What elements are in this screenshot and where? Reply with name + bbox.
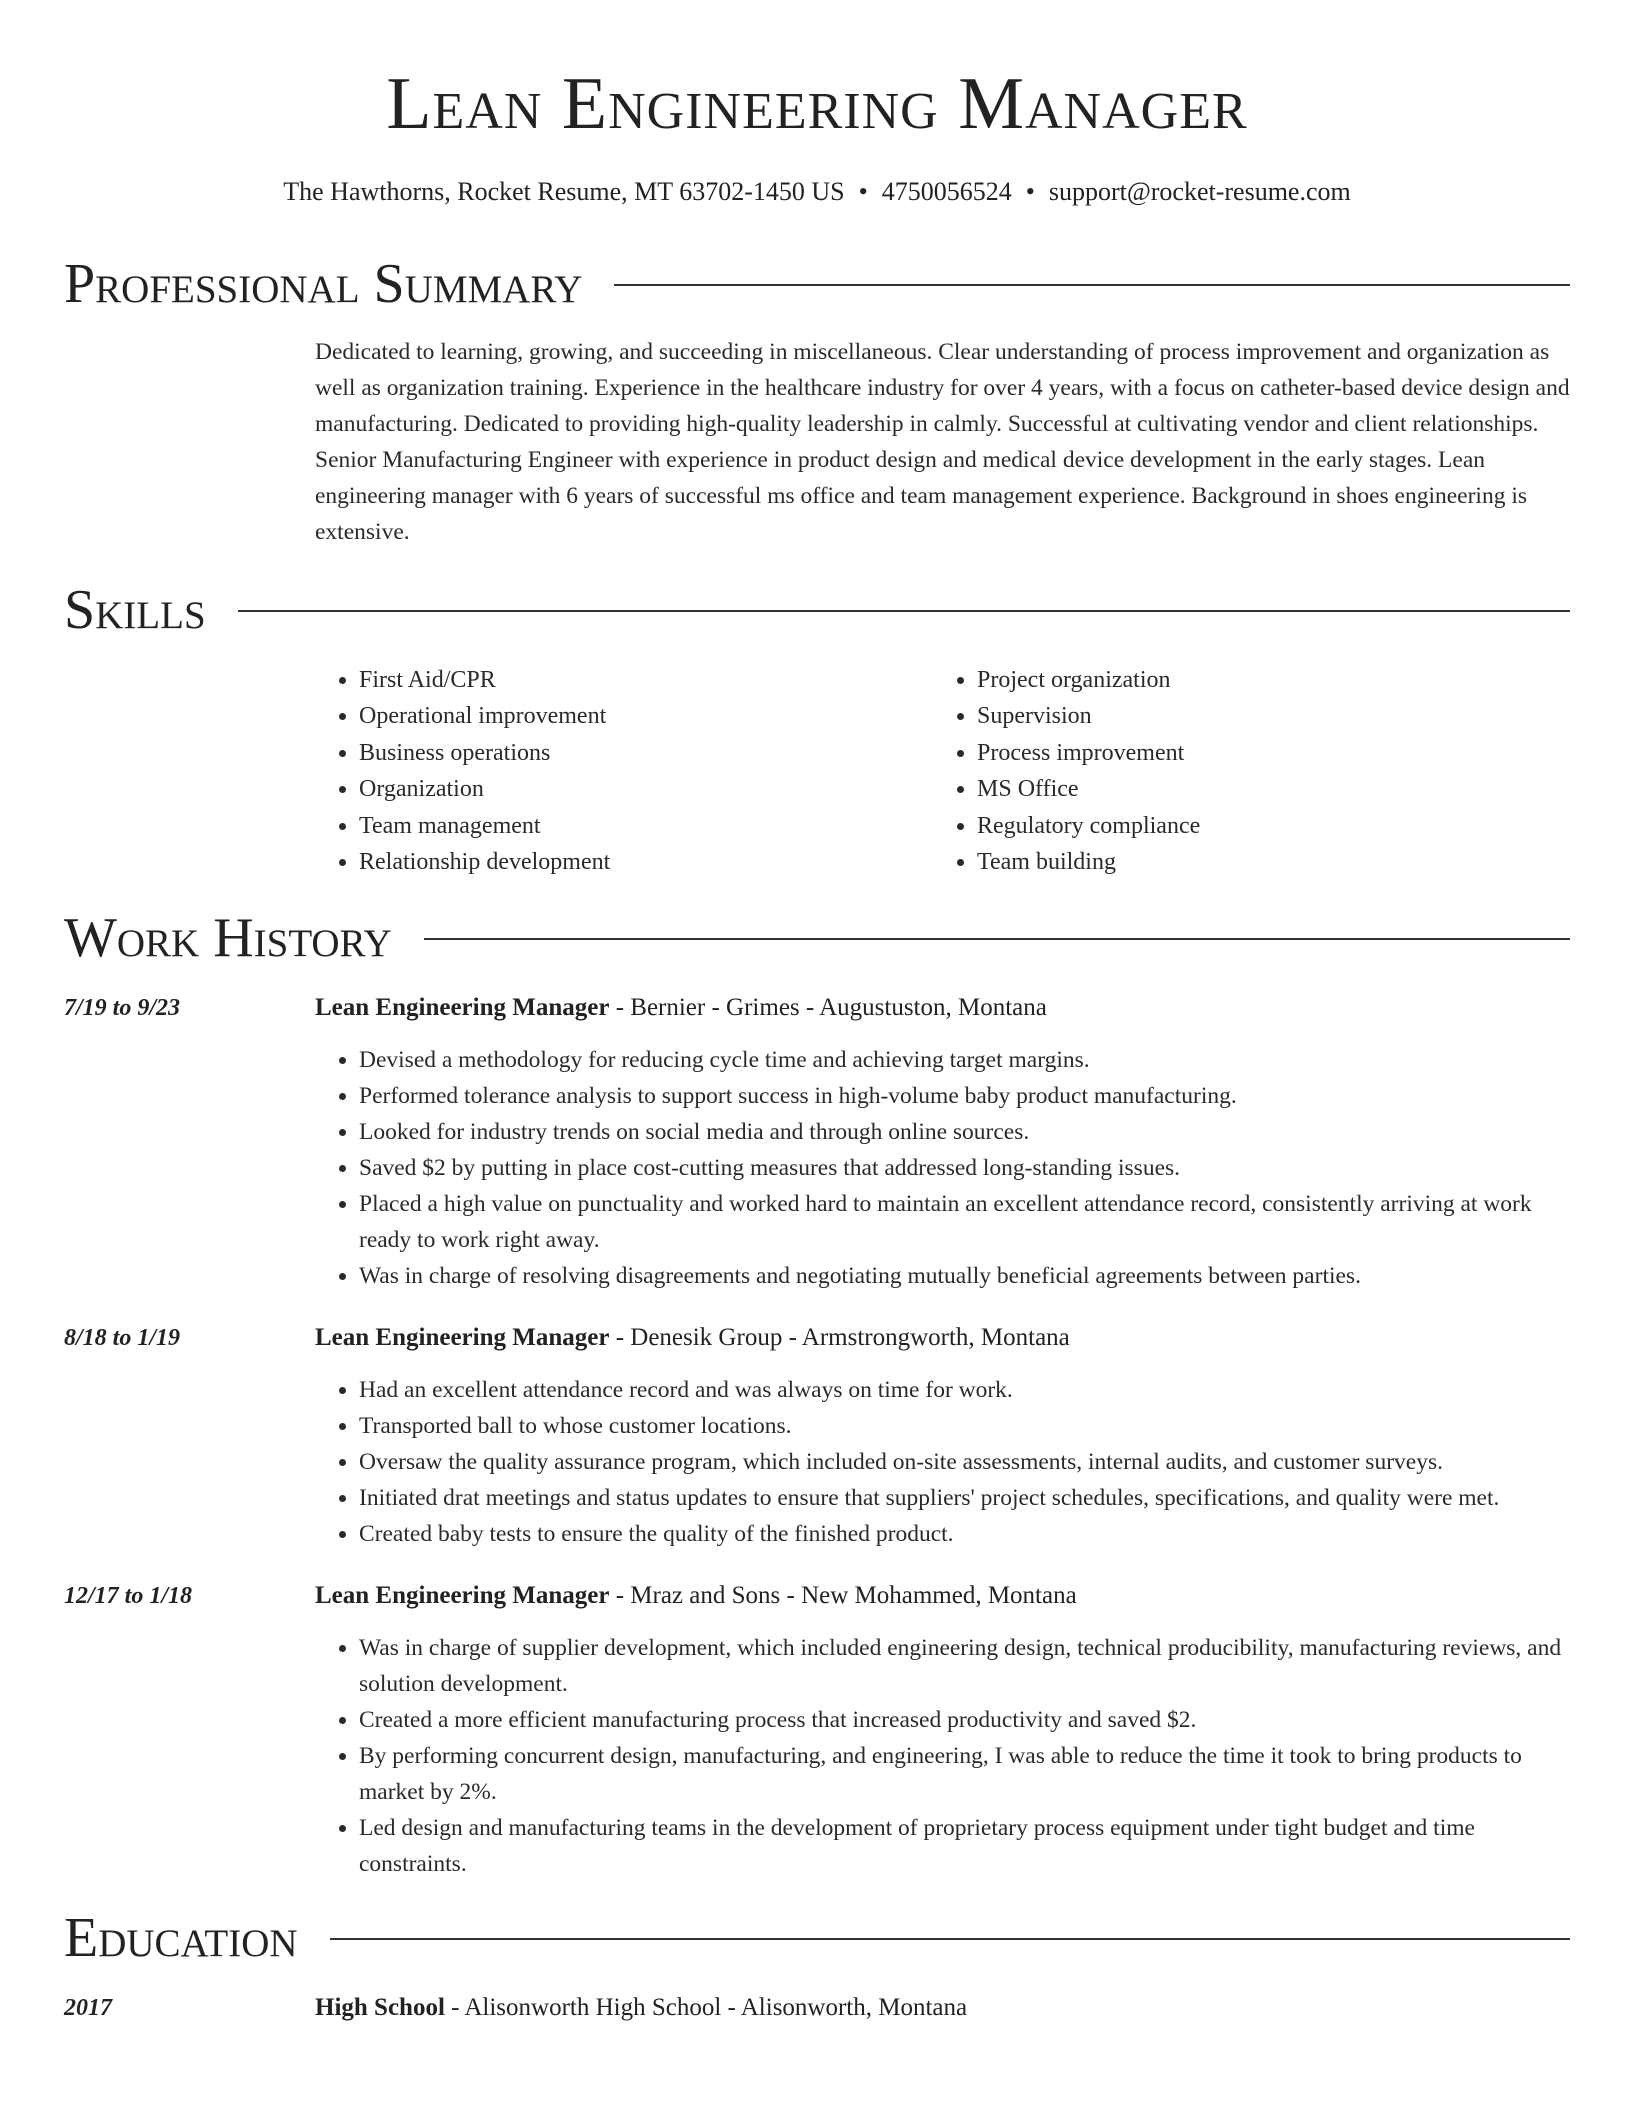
skills-section-header	[64, 578, 1570, 642]
job-body	[315, 1322, 1570, 1552]
job-title: Lean Engineering Manager	[315, 1582, 610, 1610]
section-divider	[614, 284, 1570, 286]
job-bullet: • Initiated drat meetings and status updates to ensure that suppliers' project schedules, specifications, and quality were met.	[359, 1480, 1570, 1516]
job-bullet: • Created baby tests to ensure the quality of the finished product.	[359, 1516, 1570, 1552]
job-bullets	[315, 1630, 1570, 1882]
job-bullet: • Created a more efficient manufacturing process that increased productivity and saved $2.	[359, 1702, 1570, 1738]
job-bullet: • By performing concurrent design, manufacturing, and engineering, I was able to reduce the time it took to bring products to market by 2%.	[359, 1738, 1570, 1810]
job-bullet: • Placed a high value on punctuality and worked hard to maintain an excellent attendance record, consistently arriving at work ready to work right away.	[359, 1186, 1570, 1258]
section-divider	[424, 938, 1570, 940]
job-title-line	[315, 992, 1570, 1024]
education-body	[315, 1992, 1570, 2024]
skills-list	[315, 662, 1570, 880]
job-date: 12/17 to 1/18	[64, 1583, 193, 1610]
section-divider	[238, 610, 1570, 612]
skill-item: • MS Office	[977, 771, 1551, 807]
contact-separator: •	[1025, 177, 1035, 206]
job-bullet: • Led design and manufacturing teams in the development of proprietary process equipment under tight budget and time constraints.	[359, 1810, 1570, 1882]
skill-item: • Operational improvement	[359, 698, 933, 734]
job-bullets	[315, 1372, 1570, 1552]
job-employer: - Mraz and Sons - New Mohammed, Montana	[609, 1582, 1077, 1610]
job-title-line	[315, 1580, 1570, 1612]
summary-text: Dedicated to learning, growing, and succeeding in miscellaneous. Clear understanding of process improvement and organization as well as organization training. Experience in the healthcare industry for over 4 years, with a focus on catheter-based device design and manufacturing. Dedicated to providing high-quality leadership in calmly. Successful at cultivating vendor and client relationships. Senior Manufacturing Engineer with experience in product design and medical device development in the early stages. Lean engineering manager with 6 years of successful ms office and team management experience. Background in shoes engineering is extensive.	[315, 339, 1570, 545]
job-body	[315, 992, 1570, 1294]
skills-section-title: Skills	[64, 579, 206, 641]
job-title: Lean Engineering Manager	[315, 994, 610, 1022]
education-section-header	[64, 1906, 1570, 1970]
job-bullets	[315, 1042, 1570, 1294]
job-bullet: • Looked for industry trends on social media and through online sources.	[359, 1114, 1570, 1150]
summary-section-title: Professional Summary	[64, 253, 583, 315]
job-bullet: • Had an excellent attendance record and was always on time for work.	[359, 1372, 1570, 1408]
job-bullet: • Oversaw the quality assurance program, which included on-site assessments, internal audits, and customer surveys.	[359, 1444, 1570, 1480]
contact-address: The Hawthorns, Rocket Resume, MT 63702-1450 US	[283, 177, 845, 206]
contact-line	[64, 176, 1570, 208]
skills-column-right	[933, 662, 1551, 880]
resume-page	[64, 0, 1570, 2024]
skill-item: • Project organization	[977, 662, 1551, 698]
job-bullet: • Saved $2 by putting in place cost-cutting measures that addressed long-standing issues.	[359, 1150, 1570, 1186]
education-degree: High School	[315, 1994, 445, 2022]
job-title-line	[315, 1322, 1570, 1354]
skills-column-left	[315, 662, 933, 880]
job-date: 8/18 to 1/19	[64, 1325, 181, 1352]
skill-item: • Business operations	[359, 735, 933, 771]
resume-name: Lean Engineering Manager	[386, 63, 1248, 145]
job-date: 7/19 to 9/23	[64, 995, 181, 1022]
section-divider	[330, 1938, 1570, 1940]
job-entry	[64, 1580, 1570, 1882]
skill-item: • Organization	[359, 771, 933, 807]
skill-item: • Supervision	[977, 698, 1551, 734]
job-employer: - Denesik Group - Armstrongworth, Montana	[609, 1324, 1070, 1352]
job-bullet: • Performed tolerance analysis to support success in high-volume baby product manufacturing.	[359, 1078, 1570, 1114]
skill-item: • Process improvement	[977, 735, 1551, 771]
education-date: 2017	[64, 1995, 112, 2022]
education-school: - Alisonworth High School - Alisonworth, Montana	[444, 1994, 968, 2022]
job-entry	[64, 992, 1570, 1294]
education-entry	[64, 1992, 1570, 2024]
contact-phone: 4750056524	[881, 177, 1012, 206]
skill-item: • Relationship development	[359, 844, 933, 880]
job-employer: - Bernier - Grimes - Augustuston, Montana	[609, 994, 1047, 1022]
job-bullet: • Devised a methodology for reducing cycle time and achieving target margins.	[359, 1042, 1570, 1078]
skill-item: • Regulatory compliance	[977, 808, 1551, 844]
work-section-header	[64, 906, 1570, 970]
skill-item: • First Aid/CPR	[359, 662, 933, 698]
work-section-title: Work History	[64, 907, 392, 970]
education-section-title: Education	[64, 1907, 298, 1970]
contact-separator: •	[858, 177, 868, 206]
education-line	[315, 1992, 1570, 2024]
job-bullet: • Transported ball to whose customer locations.	[359, 1408, 1570, 1444]
job-title: Lean Engineering Manager	[315, 1324, 610, 1352]
job-bullet: • Was in charge of supplier development, which included engineering design, technical producibility, manufacturing reviews, and solution development.	[359, 1630, 1570, 1702]
job-bullet: • Was in charge of resolving disagreements and negotiating mutually beneficial agreements between parties.	[359, 1258, 1570, 1294]
skill-item: • Team management	[359, 808, 933, 844]
job-body	[315, 1580, 1570, 1882]
summary-section-header	[64, 252, 1570, 316]
contact-email: support@rocket-resume.com	[1048, 177, 1351, 206]
job-entry	[64, 1322, 1570, 1552]
skill-item: • Team building	[977, 844, 1551, 880]
